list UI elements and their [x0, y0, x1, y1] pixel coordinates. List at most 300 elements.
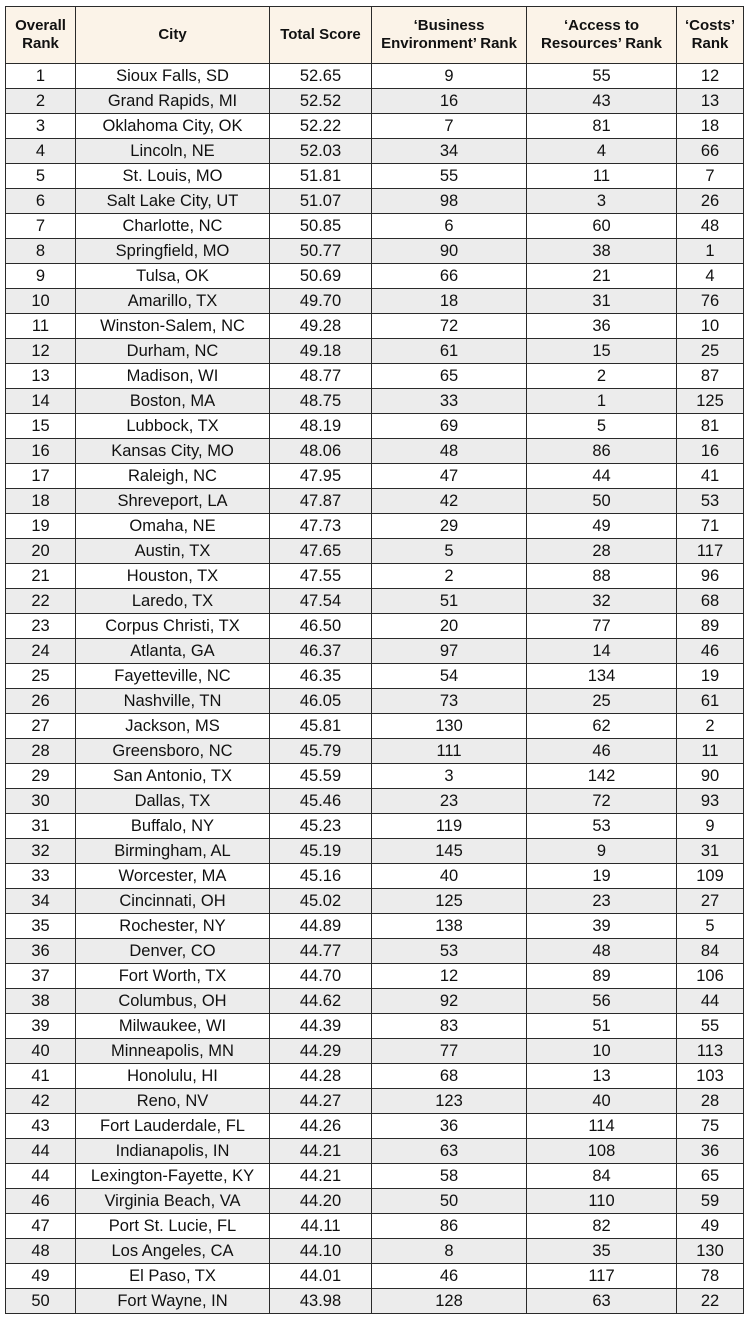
- table-row: [6, 539, 744, 564]
- cell-total-score: 44.62: [270, 989, 372, 1014]
- cell-city: Laredo, TX: [76, 589, 270, 614]
- header-total-score-label: Total Score: [280, 26, 361, 43]
- cell-costs-rank: 25: [677, 339, 744, 364]
- table-row: [6, 1014, 744, 1039]
- cell-total-score: 45.81: [270, 714, 372, 739]
- cell-business-env-rank: 48: [372, 439, 527, 464]
- table-row: [6, 889, 744, 914]
- cell-total-score: 45.16: [270, 864, 372, 889]
- cell-business-env-rank: 65: [372, 364, 527, 389]
- cell-costs-rank: 48: [677, 214, 744, 239]
- cell-business-env-rank: 18: [372, 289, 527, 314]
- cell-total-score: 48.19: [270, 414, 372, 439]
- cell-city: Milwaukee, WI: [76, 1014, 270, 1039]
- cell-overall-rank: 47: [6, 1214, 76, 1239]
- cell-costs-rank: 130: [677, 1239, 744, 1264]
- cell-overall-rank: 28: [6, 739, 76, 764]
- cell-costs-rank: 18: [677, 114, 744, 139]
- table-body: [6, 64, 744, 1314]
- table-row: [6, 1139, 744, 1164]
- cell-costs-rank: 5: [677, 914, 744, 939]
- cell-overall-rank: 30: [6, 789, 76, 814]
- cell-total-score: 44.29: [270, 1039, 372, 1064]
- table-row: [6, 1114, 744, 1139]
- cell-city: Raleigh, NC: [76, 464, 270, 489]
- cell-access-resources-rank: 25: [527, 689, 677, 714]
- cell-city: Cincinnati, OH: [76, 889, 270, 914]
- cell-business-env-rank: 83: [372, 1014, 527, 1039]
- table-row: [6, 564, 744, 589]
- cell-city: Columbus, OH: [76, 989, 270, 1014]
- cell-access-resources-rank: 63: [527, 1289, 677, 1314]
- cell-city: Los Angeles, CA: [76, 1239, 270, 1264]
- cell-business-env-rank: 92: [372, 989, 527, 1014]
- cell-total-score: 45.46: [270, 789, 372, 814]
- header-overall-rank: [6, 7, 76, 64]
- cell-business-env-rank: 9: [372, 64, 527, 89]
- cell-total-score: 43.98: [270, 1289, 372, 1314]
- cell-access-resources-rank: 82: [527, 1214, 677, 1239]
- cell-costs-rank: 46: [677, 639, 744, 664]
- cell-business-env-rank: 111: [372, 739, 527, 764]
- cell-business-env-rank: 23: [372, 789, 527, 814]
- cell-overall-rank: 19: [6, 514, 76, 539]
- table-row: [6, 339, 744, 364]
- cell-overall-rank: 18: [6, 489, 76, 514]
- cell-access-resources-rank: 44: [527, 464, 677, 489]
- cell-business-env-rank: 119: [372, 814, 527, 839]
- cell-total-score: 44.39: [270, 1014, 372, 1039]
- header-overall-rank-line2: Rank: [22, 35, 59, 52]
- cell-access-resources-rank: 31: [527, 289, 677, 314]
- cell-city: Buffalo, NY: [76, 814, 270, 839]
- table-row: [6, 689, 744, 714]
- table-row: [6, 89, 744, 114]
- cell-city: Tulsa, OK: [76, 264, 270, 289]
- cell-business-env-rank: 55: [372, 164, 527, 189]
- cell-overall-rank: 36: [6, 939, 76, 964]
- cell-city: Port St. Lucie, FL: [76, 1214, 270, 1239]
- cell-total-score: 45.59: [270, 764, 372, 789]
- table-row: [6, 239, 744, 264]
- table-row: [6, 514, 744, 539]
- cell-business-env-rank: 5: [372, 539, 527, 564]
- cell-costs-rank: 84: [677, 939, 744, 964]
- cell-costs-rank: 28: [677, 1089, 744, 1114]
- cell-business-env-rank: 145: [372, 839, 527, 864]
- cell-city: Birmingham, AL: [76, 839, 270, 864]
- cell-overall-rank: 15: [6, 414, 76, 439]
- header-row: [6, 7, 744, 64]
- cell-overall-rank: 23: [6, 614, 76, 639]
- cell-business-env-rank: 68: [372, 1064, 527, 1089]
- table-row: [6, 739, 744, 764]
- cell-access-resources-rank: 88: [527, 564, 677, 589]
- cell-total-score: 51.07: [270, 189, 372, 214]
- cell-total-score: 48.75: [270, 389, 372, 414]
- cell-access-resources-rank: 32: [527, 589, 677, 614]
- table-row: [6, 464, 744, 489]
- cell-overall-rank: 16: [6, 439, 76, 464]
- cell-business-env-rank: 16: [372, 89, 527, 114]
- cell-business-env-rank: 36: [372, 1114, 527, 1139]
- table-row: [6, 789, 744, 814]
- cell-city: Amarillo, TX: [76, 289, 270, 314]
- cell-city: Shreveport, LA: [76, 489, 270, 514]
- cell-costs-rank: 19: [677, 664, 744, 689]
- cell-costs-rank: 81: [677, 414, 744, 439]
- cell-city: Houston, TX: [76, 564, 270, 589]
- cell-access-resources-rank: 72: [527, 789, 677, 814]
- cell-overall-rank: 21: [6, 564, 76, 589]
- cell-costs-rank: 9: [677, 814, 744, 839]
- cell-overall-rank: 14: [6, 389, 76, 414]
- cell-costs-rank: 36: [677, 1139, 744, 1164]
- table-row: [6, 1189, 744, 1214]
- cell-costs-rank: 76: [677, 289, 744, 314]
- cell-business-env-rank: 20: [372, 614, 527, 639]
- cell-access-resources-rank: 23: [527, 889, 677, 914]
- cell-city: Salt Lake City, UT: [76, 189, 270, 214]
- cell-total-score: 44.21: [270, 1139, 372, 1164]
- cell-overall-rank: 26: [6, 689, 76, 714]
- table-row: [6, 764, 744, 789]
- cell-costs-rank: 68: [677, 589, 744, 614]
- cell-costs-rank: 96: [677, 564, 744, 589]
- cell-access-resources-rank: 55: [527, 64, 677, 89]
- cell-access-resources-rank: 81: [527, 114, 677, 139]
- cell-access-resources-rank: 1: [527, 389, 677, 414]
- cell-city: Lexington-Fayette, KY: [76, 1164, 270, 1189]
- cell-access-resources-rank: 38: [527, 239, 677, 264]
- city-ranking-table: [5, 6, 744, 1314]
- cell-overall-rank: 22: [6, 589, 76, 614]
- cell-access-resources-rank: 5: [527, 414, 677, 439]
- cell-business-env-rank: 47: [372, 464, 527, 489]
- cell-access-resources-rank: 28: [527, 539, 677, 564]
- cell-total-score: 45.02: [270, 889, 372, 914]
- cell-city: Grand Rapids, MI: [76, 89, 270, 114]
- cell-overall-rank: 27: [6, 714, 76, 739]
- table-row: [6, 939, 744, 964]
- cell-costs-rank: 41: [677, 464, 744, 489]
- cell-access-resources-rank: 48: [527, 939, 677, 964]
- cell-city: Virginia Beach, VA: [76, 1189, 270, 1214]
- cell-total-score: 44.89: [270, 914, 372, 939]
- cell-business-env-rank: 42: [372, 489, 527, 514]
- cell-city: Dallas, TX: [76, 789, 270, 814]
- cell-city: Honolulu, HI: [76, 1064, 270, 1089]
- cell-city: Reno, NV: [76, 1089, 270, 1114]
- table-row: [6, 114, 744, 139]
- cell-costs-rank: 27: [677, 889, 744, 914]
- cell-overall-rank: 17: [6, 464, 76, 489]
- cell-costs-rank: 55: [677, 1014, 744, 1039]
- header-access-resources-line1: ‘Access to: [563, 17, 640, 34]
- cell-total-score: 44.11: [270, 1214, 372, 1239]
- cell-overall-rank: 24: [6, 639, 76, 664]
- cell-costs-rank: 93: [677, 789, 744, 814]
- cell-business-env-rank: 138: [372, 914, 527, 939]
- cell-costs-rank: 53: [677, 489, 744, 514]
- cell-access-resources-rank: 50: [527, 489, 677, 514]
- cell-city: Fayetteville, NC: [76, 664, 270, 689]
- cell-total-score: 52.52: [270, 89, 372, 114]
- cell-access-resources-rank: 4: [527, 139, 677, 164]
- cell-access-resources-rank: 13: [527, 1064, 677, 1089]
- cell-city: Sioux Falls, SD: [76, 64, 270, 89]
- table-container: [5, 6, 744, 1314]
- table-row: [6, 189, 744, 214]
- table-row: [6, 414, 744, 439]
- cell-overall-rank: 43: [6, 1114, 76, 1139]
- cell-access-resources-rank: 84: [527, 1164, 677, 1189]
- cell-total-score: 50.69: [270, 264, 372, 289]
- cell-business-env-rank: 7: [372, 114, 527, 139]
- header-overall-rank-line1: Overall: [15, 17, 66, 34]
- cell-business-env-rank: 130: [372, 714, 527, 739]
- table-row: [6, 489, 744, 514]
- cell-total-score: 52.22: [270, 114, 372, 139]
- cell-city: Atlanta, GA: [76, 639, 270, 664]
- cell-overall-rank: 44: [6, 1164, 76, 1189]
- table-row: [6, 289, 744, 314]
- cell-city: Greensboro, NC: [76, 739, 270, 764]
- cell-overall-rank: 9: [6, 264, 76, 289]
- cell-overall-rank: 6: [6, 189, 76, 214]
- cell-costs-rank: 44: [677, 989, 744, 1014]
- cell-business-env-rank: 2: [372, 564, 527, 589]
- cell-overall-rank: 11: [6, 314, 76, 339]
- cell-overall-rank: 20: [6, 539, 76, 564]
- cell-total-score: 44.28: [270, 1064, 372, 1089]
- table-row: [6, 1289, 744, 1314]
- cell-costs-rank: 31: [677, 839, 744, 864]
- cell-overall-rank: 46: [6, 1189, 76, 1214]
- table-row: [6, 964, 744, 989]
- cell-total-score: 44.77: [270, 939, 372, 964]
- cell-city: Madison, WI: [76, 364, 270, 389]
- cell-business-env-rank: 58: [372, 1164, 527, 1189]
- cell-costs-rank: 106: [677, 964, 744, 989]
- cell-total-score: 49.28: [270, 314, 372, 339]
- cell-access-resources-rank: 77: [527, 614, 677, 639]
- cell-overall-rank: 37: [6, 964, 76, 989]
- cell-total-score: 47.54: [270, 589, 372, 614]
- cell-total-score: 46.05: [270, 689, 372, 714]
- cell-total-score: 52.03: [270, 139, 372, 164]
- cell-city: Austin, TX: [76, 539, 270, 564]
- cell-costs-rank: 49: [677, 1214, 744, 1239]
- cell-business-env-rank: 123: [372, 1089, 527, 1114]
- cell-business-env-rank: 128: [372, 1289, 527, 1314]
- header-costs-line1: ‘Costs’: [684, 17, 735, 34]
- header-city-label: City: [158, 26, 187, 43]
- table-row: [6, 1214, 744, 1239]
- table-row: [6, 214, 744, 239]
- cell-city: Oklahoma City, OK: [76, 114, 270, 139]
- table-row: [6, 439, 744, 464]
- cell-business-env-rank: 3: [372, 764, 527, 789]
- cell-overall-rank: 39: [6, 1014, 76, 1039]
- table-row: [6, 1039, 744, 1064]
- cell-business-env-rank: 69: [372, 414, 527, 439]
- cell-overall-rank: 10: [6, 289, 76, 314]
- cell-overall-rank: 34: [6, 889, 76, 914]
- cell-city: St. Louis, MO: [76, 164, 270, 189]
- cell-access-resources-rank: 3: [527, 189, 677, 214]
- table-row: [6, 814, 744, 839]
- cell-costs-rank: 103: [677, 1064, 744, 1089]
- cell-total-score: 50.77: [270, 239, 372, 264]
- cell-total-score: 47.73: [270, 514, 372, 539]
- cell-access-resources-rank: 89: [527, 964, 677, 989]
- cell-access-resources-rank: 56: [527, 989, 677, 1014]
- cell-costs-rank: 117: [677, 539, 744, 564]
- cell-overall-rank: 38: [6, 989, 76, 1014]
- cell-overall-rank: 8: [6, 239, 76, 264]
- cell-city: Fort Lauderdale, FL: [76, 1114, 270, 1139]
- cell-costs-rank: 66: [677, 139, 744, 164]
- cell-city: Rochester, NY: [76, 914, 270, 939]
- header-business-env-line2: Environment’ Rank: [381, 35, 517, 52]
- cell-access-resources-rank: 21: [527, 264, 677, 289]
- cell-business-env-rank: 61: [372, 339, 527, 364]
- cell-costs-rank: 4: [677, 264, 744, 289]
- cell-business-env-rank: 72: [372, 314, 527, 339]
- table-row: [6, 714, 744, 739]
- cell-access-resources-rank: 142: [527, 764, 677, 789]
- cell-costs-rank: 16: [677, 439, 744, 464]
- cell-costs-rank: 22: [677, 1289, 744, 1314]
- table-row: [6, 1264, 744, 1289]
- cell-total-score: 45.23: [270, 814, 372, 839]
- cell-access-resources-rank: 60: [527, 214, 677, 239]
- cell-total-score: 44.27: [270, 1089, 372, 1114]
- cell-overall-rank: 13: [6, 364, 76, 389]
- cell-costs-rank: 125: [677, 389, 744, 414]
- cell-total-score: 44.01: [270, 1264, 372, 1289]
- cell-business-env-rank: 46: [372, 1264, 527, 1289]
- cell-city: Nashville, TN: [76, 689, 270, 714]
- cell-access-resources-rank: 134: [527, 664, 677, 689]
- table-row: [6, 264, 744, 289]
- table-row: [6, 64, 744, 89]
- cell-overall-rank: 29: [6, 764, 76, 789]
- cell-business-env-rank: 33: [372, 389, 527, 414]
- cell-overall-rank: 1: [6, 64, 76, 89]
- cell-access-resources-rank: 51: [527, 1014, 677, 1039]
- cell-total-score: 51.81: [270, 164, 372, 189]
- cell-costs-rank: 7: [677, 164, 744, 189]
- cell-business-env-rank: 51: [372, 589, 527, 614]
- header-costs-line2: Rank: [691, 35, 729, 52]
- cell-costs-rank: 65: [677, 1164, 744, 1189]
- cell-business-env-rank: 54: [372, 664, 527, 689]
- table-row: [6, 614, 744, 639]
- table-row: [6, 589, 744, 614]
- cell-total-score: 44.10: [270, 1239, 372, 1264]
- table-row: [6, 1239, 744, 1264]
- cell-business-env-rank: 90: [372, 239, 527, 264]
- cell-costs-rank: 90: [677, 764, 744, 789]
- cell-overall-rank: 3: [6, 114, 76, 139]
- table-row: [6, 164, 744, 189]
- cell-access-resources-rank: 43: [527, 89, 677, 114]
- table-row: [6, 989, 744, 1014]
- table-row: [6, 664, 744, 689]
- cell-business-env-rank: 50: [372, 1189, 527, 1214]
- cell-overall-rank: 50: [6, 1289, 76, 1314]
- cell-city: Minneapolis, MN: [76, 1039, 270, 1064]
- cell-business-env-rank: 34: [372, 139, 527, 164]
- cell-city: Denver, CO: [76, 939, 270, 964]
- cell-overall-rank: 31: [6, 814, 76, 839]
- cell-overall-rank: 35: [6, 914, 76, 939]
- cell-access-resources-rank: 14: [527, 639, 677, 664]
- cell-total-score: 46.50: [270, 614, 372, 639]
- cell-total-score: 48.06: [270, 439, 372, 464]
- cell-city: Worcester, MA: [76, 864, 270, 889]
- table-row: [6, 1089, 744, 1114]
- cell-city: Kansas City, MO: [76, 439, 270, 464]
- table-row: [6, 364, 744, 389]
- header-access-resources-line2: Resources’ Rank: [541, 35, 662, 52]
- table-row: [6, 639, 744, 664]
- cell-business-env-rank: 77: [372, 1039, 527, 1064]
- table-row: [6, 389, 744, 414]
- cell-city: Indianapolis, IN: [76, 1139, 270, 1164]
- cell-city: Durham, NC: [76, 339, 270, 364]
- cell-costs-rank: 87: [677, 364, 744, 389]
- cell-access-resources-rank: 35: [527, 1239, 677, 1264]
- cell-city: Winston-Salem, NC: [76, 314, 270, 339]
- cell-city: Charlotte, NC: [76, 214, 270, 239]
- cell-overall-rank: 4: [6, 139, 76, 164]
- table-row: [6, 1064, 744, 1089]
- cell-business-env-rank: 40: [372, 864, 527, 889]
- cell-costs-rank: 71: [677, 514, 744, 539]
- cell-access-resources-rank: 15: [527, 339, 677, 364]
- cell-total-score: 50.85: [270, 214, 372, 239]
- cell-costs-rank: 59: [677, 1189, 744, 1214]
- cell-costs-rank: 61: [677, 689, 744, 714]
- cell-costs-rank: 26: [677, 189, 744, 214]
- cell-total-score: 44.70: [270, 964, 372, 989]
- cell-total-score: 44.20: [270, 1189, 372, 1214]
- cell-access-resources-rank: 19: [527, 864, 677, 889]
- cell-overall-rank: 32: [6, 839, 76, 864]
- cell-business-env-rank: 97: [372, 639, 527, 664]
- cell-access-resources-rank: 49: [527, 514, 677, 539]
- cell-city: Fort Wayne, IN: [76, 1289, 270, 1314]
- header-city: [76, 7, 270, 64]
- cell-overall-rank: 25: [6, 664, 76, 689]
- cell-business-env-rank: 86: [372, 1214, 527, 1239]
- cell-costs-rank: 113: [677, 1039, 744, 1064]
- cell-total-score: 46.35: [270, 664, 372, 689]
- cell-total-score: 47.95: [270, 464, 372, 489]
- cell-business-env-rank: 6: [372, 214, 527, 239]
- header-costs: [677, 7, 744, 64]
- cell-city: Corpus Christi, TX: [76, 614, 270, 639]
- cell-business-env-rank: 98: [372, 189, 527, 214]
- table-row: [6, 1164, 744, 1189]
- cell-access-resources-rank: 2: [527, 364, 677, 389]
- cell-city: Springfield, MO: [76, 239, 270, 264]
- header-total-score: [270, 7, 372, 64]
- cell-costs-rank: 1: [677, 239, 744, 264]
